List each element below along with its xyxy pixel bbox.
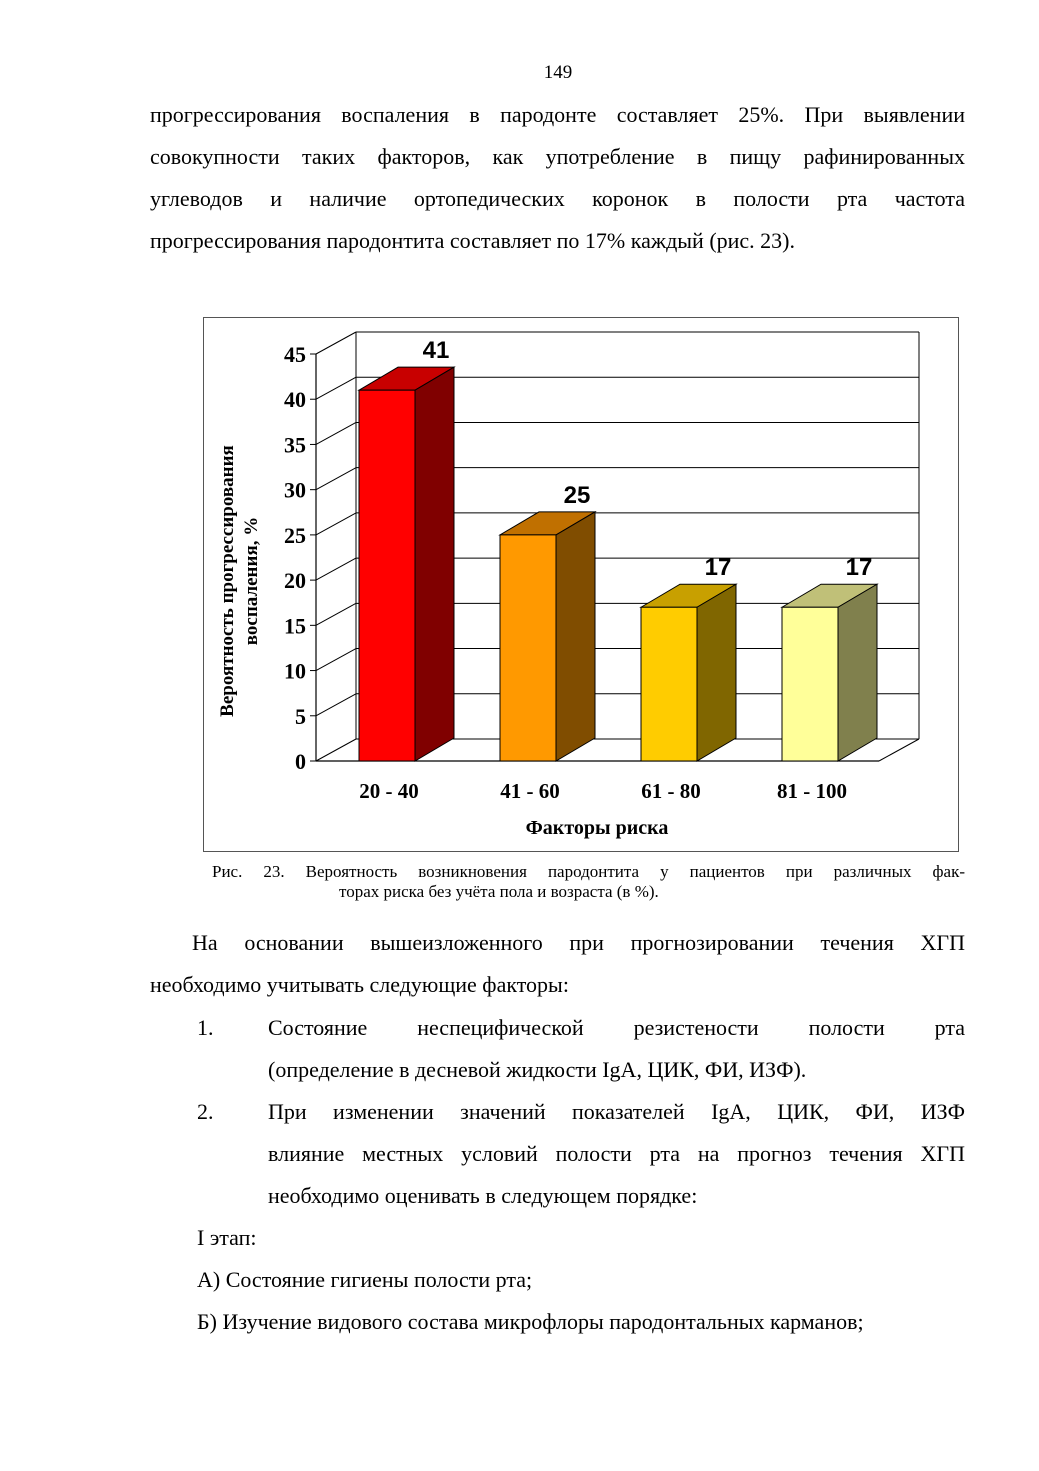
bar-side xyxy=(556,512,595,761)
y-tick-label: 0 xyxy=(295,749,306,774)
grid-depth-line xyxy=(316,603,356,625)
paragraph-1 xyxy=(150,94,965,262)
data-label: 17 xyxy=(845,554,873,582)
list-number: 2. xyxy=(197,1099,214,1124)
y-tick-label: 25 xyxy=(284,522,306,548)
bar-front xyxy=(359,390,415,761)
paragraph-2-line: На основании вышеизложенного при прогнозировании течения ХГП xyxy=(192,930,965,955)
bar xyxy=(500,512,595,761)
grid-depth-line xyxy=(316,377,356,399)
paragraph-1-line: совокупности таких факторов, как употребление в пищу рафинированных xyxy=(150,144,965,169)
grid-depth-line xyxy=(316,649,356,671)
paragraph-1-line: прогрессирования воспаления в пародонте составляет 25%. При выявлении xyxy=(150,102,965,127)
bar-front xyxy=(641,607,697,761)
caption-line: торах риска без учёта пола и возраста (в %). xyxy=(339,882,659,901)
bar-side xyxy=(415,367,454,761)
bar-front xyxy=(782,607,838,761)
bar xyxy=(641,584,736,761)
step-a: А) Состояние гигиены полости рта; xyxy=(197,1267,533,1292)
data-label: 41 xyxy=(422,337,450,365)
floor-edge xyxy=(879,739,919,761)
y-tick-label: 20 xyxy=(284,568,306,594)
step-b: Б) Изучение видового состава микрофлоры пародонтальных карманов; xyxy=(197,1309,864,1334)
caption-line: Рис. 23. Вероятность возникновения пародонтита у пациентов при различных фак- xyxy=(212,862,965,881)
grid-depth-line xyxy=(316,694,356,716)
y-tick-label: 40 xyxy=(284,387,306,413)
chart-frame xyxy=(203,317,959,852)
paragraph-1-line: прогрессирования пародонтита составляет по 17% каждый (рис. 23). xyxy=(150,228,796,253)
list-item xyxy=(150,1007,965,1091)
x-axis-label: Факторы риска xyxy=(525,817,669,839)
page-number: 149 xyxy=(543,62,573,83)
paragraph-2 xyxy=(150,922,965,1006)
grid-depth-line xyxy=(316,332,356,354)
list-line: (определение в десневой жидкости IgA, ЦИК, ФИ, ИЗФ). xyxy=(268,1057,807,1082)
grid-depth-line xyxy=(316,468,356,490)
grid-depth-line xyxy=(316,422,356,444)
bar-side xyxy=(838,584,877,761)
bar xyxy=(359,367,454,761)
paragraph-1-line: углеводов и наличие ортопедических коронок в полости рта частота xyxy=(150,186,965,211)
list-line: При изменении значений показателей IgA, ЦИК, ФИ, ИЗФ xyxy=(268,1099,965,1124)
figure-caption xyxy=(150,862,965,902)
grid-depth-line xyxy=(316,558,356,580)
bar-chart xyxy=(204,318,960,853)
y-tick-label: 30 xyxy=(284,477,306,503)
bar xyxy=(782,584,877,761)
grid-depth-line xyxy=(316,739,356,761)
bar-side xyxy=(697,584,736,761)
y-tick-label: 15 xyxy=(284,613,306,639)
x-tick-label: 41 - 60 xyxy=(500,779,560,803)
data-label: 17 xyxy=(704,554,732,582)
data-label: 25 xyxy=(563,481,591,509)
paragraph-2-line: необходимо учитывать следующие факторы: xyxy=(150,972,569,997)
grid-depth-line xyxy=(316,513,356,535)
y-axis-label: Вероятность прогрессирования xyxy=(217,445,238,717)
y-tick-label: 45 xyxy=(284,342,306,367)
y-axis-label: воспаления, % xyxy=(241,516,262,646)
x-tick-label: 20 - 40 xyxy=(359,779,419,803)
y-tick-label: 5 xyxy=(295,703,306,729)
y-tick-label: 10 xyxy=(284,658,306,684)
list-item xyxy=(150,1091,965,1217)
list-line: необходимо оценивать в следующем порядке: xyxy=(268,1183,698,1208)
list-number: 1. xyxy=(197,1015,214,1040)
list-line: влияние местных условий полости рта на прогноз течения ХГП xyxy=(268,1141,965,1166)
list-line: Состояние неспецифической резистености полости рта xyxy=(268,1015,965,1040)
y-tick-label: 35 xyxy=(284,432,306,458)
x-tick-label: 81 - 100 xyxy=(777,779,847,803)
bar-front xyxy=(500,535,556,761)
x-tick-label: 61 - 80 xyxy=(641,779,701,803)
stage-heading: I этап: xyxy=(197,1225,257,1250)
